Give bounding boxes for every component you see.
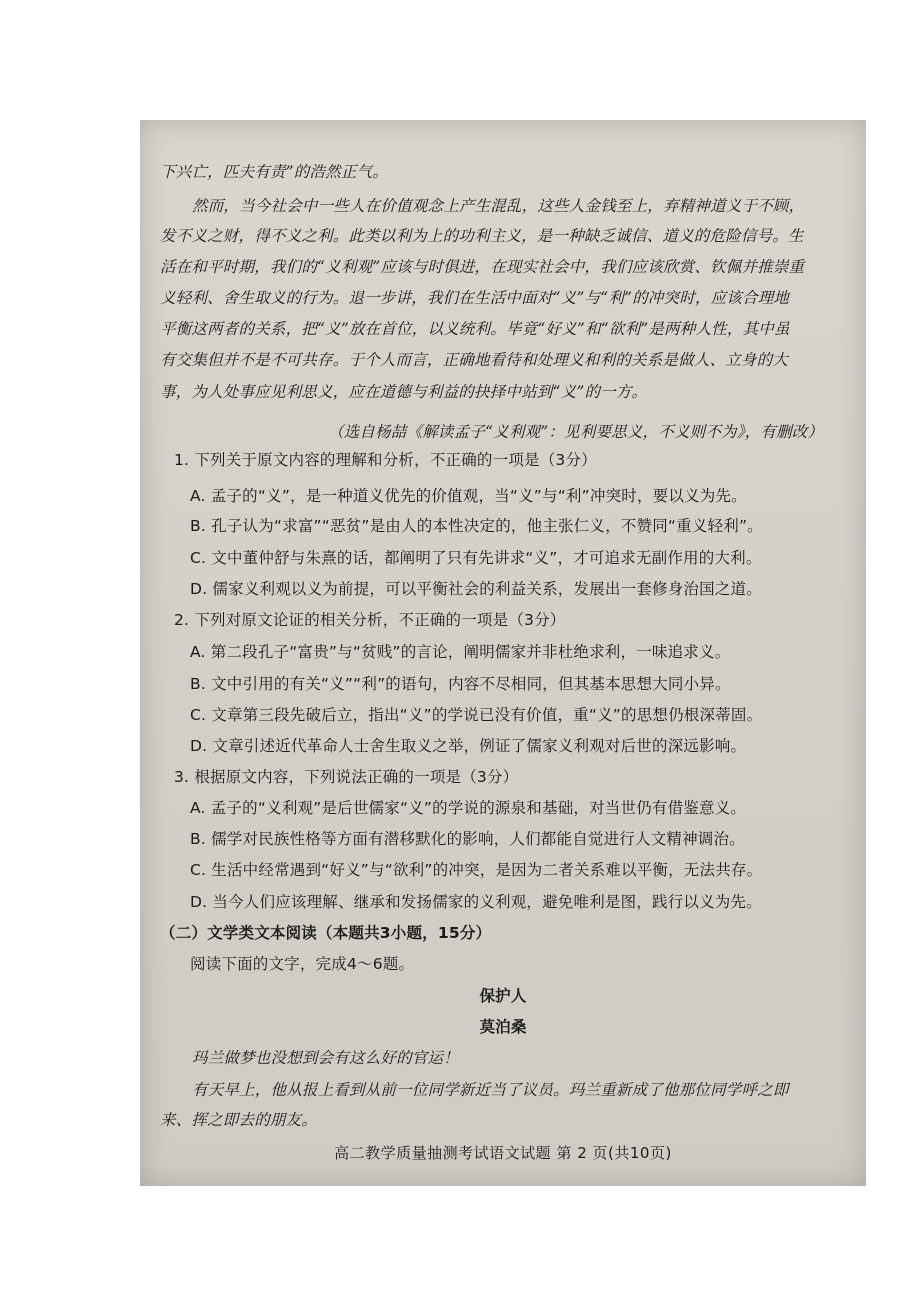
section-heading: （二）文学类文本阅读（本题共3小题，15分） bbox=[160, 924, 492, 942]
question-option: C. 生活中经常遇到“好义”与“欲利”的冲突，是因为二者关系难以平衡，无法共存。 bbox=[190, 861, 763, 879]
source-citation: （选自杨喆《解读孟子“义利观”：见利要思义，不义则不为》，有删改） bbox=[328, 423, 824, 441]
question-option: A. 孟子的“义”，是一种道义优先的价值观，当“义”与“利”冲突时，要以义为先。 bbox=[190, 487, 747, 505]
story-line: 有天早上，他从报上看到从前一位同学新近当了议员。玛兰重新成了他那位同学呼之即 bbox=[192, 1081, 789, 1099]
story-line: 玛兰做梦也没想到会有这么好的官运！ bbox=[192, 1049, 459, 1067]
question-option: D. 当今人们应该理解、继承和发扬儒家的义利观，避免唯利是图，践行以义为先。 bbox=[190, 893, 762, 911]
question-option: B. 文中引用的有关“义”“利”的语句，内容不尽相同，但其基本思想大同小异。 bbox=[190, 675, 731, 693]
story-line: 来、挥之即去的朋友。 bbox=[160, 1111, 318, 1129]
story-title: 保护人 bbox=[479, 987, 527, 1005]
question-option: D. 儒家义利观以义为前提，可以平衡社会的利益关系，发展出一套修身治国之道。 bbox=[190, 580, 762, 598]
passage-line: 下兴亡，匹夫有责”的浩然正气。 bbox=[160, 163, 388, 181]
question-option: A. 孟子的“义利观”是后世儒家“义”的学说的源泉和基础，对当世仍有借鉴意义。 bbox=[190, 799, 747, 817]
question-stem: 3. 根据原文内容，下列说法正确的一项是（3分） bbox=[174, 768, 519, 786]
story-author: 莫泊桑 bbox=[479, 1018, 527, 1036]
passage-line: 事，为人处事应见利思义，应在道德与利益的抉择中站到“义”的一方。 bbox=[160, 383, 648, 401]
question-stem: 1. 下列关于原文内容的理解和分析，不正确的一项是（3分） bbox=[174, 451, 597, 469]
question-option: B. 孔子认为“求富”“恶贫”是由人的本性决定的，他主张仁义，不赞同“重义轻利”。 bbox=[190, 517, 763, 535]
section-instruction: 阅读下面的文字，完成4～6题。 bbox=[190, 955, 415, 973]
question-option: B. 儒学对民族性格等方面有潜移默化的影响，人们都能自觉进行人文精神调治。 bbox=[190, 830, 745, 848]
passage-line: 义轻利、舍生取义的行为。退一步讲，我们在生活中面对“义”与“利”的冲突时，应该合理地 bbox=[160, 289, 790, 307]
page-footer: 高二教学质量抽测考试语文试题 第 2 页(共10页) bbox=[334, 1144, 672, 1162]
question-option: C. 文章第三段先破后立，指出“义”的学说已没有价值，重“义”的思想仍根深蒂固。 bbox=[190, 706, 763, 724]
passage-line: 发不义之财，得不义之利。此类以利为上的功利主义，是一种缺乏诚信、道义的危险信号。生 bbox=[160, 227, 804, 245]
passage-line: 活在和平时期，我们的“义利观”应该与时俱进，在现实社会中，我们应该欣赏、钦佩并推崇重 bbox=[160, 258, 805, 276]
exam-page bbox=[140, 120, 866, 1186]
question-option: A. 第二段孔子“富贵”与“贫贱”的言论，阐明儒家并非杜绝求利，一味追求义。 bbox=[190, 643, 731, 661]
passage-line: 然而，当今社会中一些人在价值观念上产生混乱，这些人金钱至上，弃精神道义于不顾， bbox=[192, 197, 805, 215]
question-option: C. 文中董仲舒与朱熹的话，都阐明了只有先讲求“义”，才可追求无副作用的大利。 bbox=[190, 549, 762, 567]
question-stem: 2. 下列对原文论证的相关分析，不正确的一项是（3分） bbox=[174, 611, 566, 629]
passage-line: 有交集但并不是不可共存。于个人而言，正确地看待和处理义和利的关系是做人、立身的大 bbox=[160, 351, 789, 369]
question-option: D. 文章引述近代革命人士舍生取义之举，例证了儒家义利观对后世的深远影响。 bbox=[190, 737, 747, 755]
passage-line: 平衡这两者的关系，把“义”放在首位，以义统利。毕竟“好义”和“欲利”是两种人性，其中虽 bbox=[160, 320, 790, 338]
